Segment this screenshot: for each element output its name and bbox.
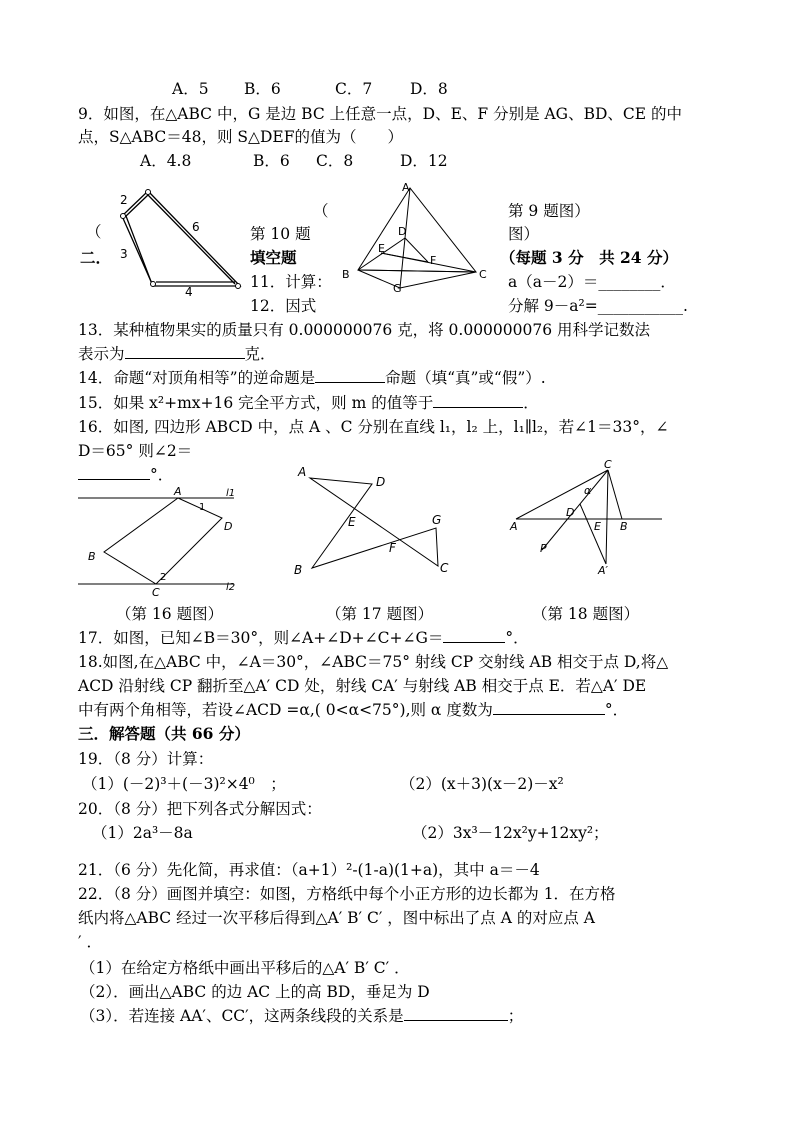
figure-16 <box>74 486 244 598</box>
fig16-label-2: 2 <box>160 572 167 583</box>
fig9-label-F: F <box>430 254 437 267</box>
q18-prefix: 中有两个角相等，若设∠ACD =α,( 0<α<75°),则 α 度数为 <box>78 701 493 719</box>
q17-line <box>78 628 529 648</box>
q9-option-d: D．12 <box>400 152 448 170</box>
section2-score: （每题 3 分 共 24 分） <box>500 248 678 267</box>
q22-answer-blank[interactable] <box>404 1006 508 1021</box>
q18-line2: ACD 沿射线 CP 翻折至△A′ CD 处，射线 CA′ 与射线 AB 相交于点 E．若△A′ DE <box>78 677 647 695</box>
fig16-label-l1: l1 <box>226 488 236 499</box>
fig18-label-A-prime: A′ <box>598 564 609 577</box>
q13-prefix: 表示为 <box>78 345 125 363</box>
q19-part1: （1）(－2)³＋(－3)²×4⁰ ； <box>82 775 286 793</box>
q8-option-c: C．7 <box>335 80 373 98</box>
q21-line: 21．（6 分）先化简，再求值：（a+1）²-(1-a)(1+a)，其中 a＝－4 <box>78 861 540 879</box>
q18-line1: 18.如图,在△ABC 中，∠A＝30°，∠ABC＝75° 射线 CP 交射线 AB 相交于点 D,将△ <box>78 653 669 671</box>
q22-part3 <box>80 1006 523 1026</box>
q9-option-b: B．6 <box>253 152 290 170</box>
fig17-label-C: C <box>440 561 449 575</box>
figure-18 <box>508 458 668 578</box>
fig9-label-B: B <box>342 268 350 281</box>
fig18-label-A: A <box>510 520 518 533</box>
fig9-label-A: A <box>402 181 410 194</box>
fig18-label-D: D <box>566 506 575 519</box>
q14-answer-blank[interactable] <box>315 368 385 383</box>
fig17-label-D: D <box>376 475 386 489</box>
q8-option-b: B．6 <box>244 80 281 98</box>
fig17-label-E: E <box>348 515 356 529</box>
q13-line1: 13．某种植物果实的质量只有 0.000000076 克，将 0.000000076 用科学记数法 <box>78 321 651 339</box>
q17-suffix: °． <box>505 629 529 647</box>
q9-option-c: C．8 <box>316 152 354 170</box>
fig18-label-B: B <box>620 520 628 533</box>
fig10-caption: 第 10 题 <box>250 225 311 243</box>
fig9-label-D: D <box>398 225 407 238</box>
q22-line3: ′ ． <box>78 933 102 951</box>
q11-expression: a（a－2）＝________． <box>508 273 676 291</box>
fig16-caption: （第 16 题图） <box>116 605 224 623</box>
q17-answer-blank[interactable] <box>443 628 505 643</box>
q9-option-a: A．4.8 <box>140 152 192 170</box>
q13-suffix: 克． <box>244 345 276 363</box>
q19-part2: （2）(x＋3)(x－2)－x² <box>400 775 564 793</box>
fig18-label-P: P <box>540 542 547 555</box>
q13-line2 <box>78 344 276 364</box>
fig9-caption-b: 图） <box>508 225 540 243</box>
q22-part3-prefix: （3）．若连接 AA′、CC′，这两条线段的关系是 <box>80 1007 404 1025</box>
fig10-label-6: 6 <box>192 220 200 234</box>
q16-answer-blank[interactable] <box>78 465 150 480</box>
fig10-caption-paren: （ <box>313 202 329 220</box>
figure-10 <box>90 186 250 301</box>
fig18-label-C: C <box>604 458 612 471</box>
fig10-label-3: 3 <box>120 247 128 261</box>
fig10-label-4: 4 <box>185 285 193 299</box>
fig9-label-E: E <box>378 242 385 255</box>
q15-prefix: 15．如果 x²+mx+16 完全平方式，则 m 的值等于 <box>78 394 434 412</box>
q22-line2: 纸内将△ABC 经过一次平移后得到△A′ B′ C′ ，图中标出了点 A 的对应点 A <box>78 909 595 927</box>
q13-answer-blank[interactable] <box>125 344 245 359</box>
fig17-label-G: G <box>432 513 442 527</box>
fig17-caption: （第 17 题图） <box>326 605 434 623</box>
fig9-label-C: C <box>479 268 487 281</box>
fig16-label-l2: l2 <box>226 582 236 593</box>
fig9-label-G: G <box>393 282 402 295</box>
q15-line <box>78 393 539 413</box>
q14-prefix: 14．命题“对顶角相等”的逆命题是 <box>78 369 316 387</box>
fig16-label-D: D <box>224 520 233 533</box>
q8-option-a: A．5 <box>172 80 209 98</box>
fig18-label-E: E <box>594 520 601 533</box>
fig16-label-A: A <box>174 486 182 498</box>
q18-answer-blank[interactable] <box>493 700 605 715</box>
q19-title: 19．（8 分）计算： <box>78 750 214 768</box>
q14-line <box>78 368 546 388</box>
q16-suffix: °． <box>150 466 174 484</box>
q20-part2: （2）3x³－12x²y+12xy²； <box>412 824 609 842</box>
fig17-label-F: F <box>389 541 396 555</box>
fig17-label-A: A <box>298 465 307 479</box>
figure-17 <box>290 462 460 582</box>
q12-expression: 分解 9－a²=___________. <box>508 297 688 315</box>
fig18-caption: （第 18 题图） <box>532 605 640 623</box>
q18-suffix: °． <box>604 701 629 719</box>
q16-line3 <box>78 465 173 485</box>
q8-option-d: D．8 <box>410 80 448 98</box>
fig10-paren: （ <box>86 223 102 241</box>
fig16-label-B: B <box>88 550 96 563</box>
fig17-label-B: B <box>294 563 303 577</box>
figure-9 <box>338 180 498 295</box>
section3-title: 三．解答题（共 66 分） <box>78 724 250 743</box>
q9-line2: 点，S△ABC＝48，则 S△DEF的值为（ ） <box>78 128 403 146</box>
q12-label: 12．因式 <box>250 297 317 315</box>
q22-part2: （2）．画出△ABC 的边 AC 上的高 BD，垂足为 D <box>80 983 430 1001</box>
q17-prefix: 17．如图，已知∠B＝30°，则∠A+∠D+∠C+∠G＝ <box>78 629 444 647</box>
q9-line1: 9．如图，在△ABC 中，G 是边 BC 上任意一点，D、E、F 分别是 AG、BD、CE 的中 <box>78 105 682 123</box>
q15-answer-blank[interactable] <box>433 393 523 408</box>
section2-number: 二． <box>80 248 112 267</box>
fig16-label-1: 1 <box>199 502 206 513</box>
q20-part1: （1）2a³－8a <box>92 824 193 842</box>
q14-suffix: 命题（填“真”或“假”）. <box>385 369 546 387</box>
q22-part1: （1）在给定方格纸中画出平移后的△A′ B′ C′ ． <box>80 959 410 977</box>
fig18-label-alpha: α <box>584 484 592 497</box>
q20-title: 20．（8 分）把下列各式分解因式： <box>78 800 322 818</box>
q15-suffix: ． <box>523 394 539 412</box>
fig16-label-C: C <box>152 586 160 598</box>
q22-part3-suffix: ； <box>507 1007 524 1025</box>
fig9-caption-a: 第 9 题图） <box>508 202 590 220</box>
q16-line2: D＝65° 则∠2＝ <box>78 442 193 460</box>
q11-label: 11．计算： <box>250 273 332 291</box>
q18-line3 <box>78 700 628 720</box>
section2-title: 填空题 <box>250 248 297 267</box>
q22-line1: 22．（8 分）画图并填空：如图，方格纸中每个小正方形的边长都为 1．在方格 <box>78 885 616 903</box>
fig10-label-2: 2 <box>120 193 128 207</box>
q16-line1: 16．如图, 四边形 ABCD 中，点 A 、C 分别在直线 l₁，l₂ 上，l₁∥l₂，若∠1＝33°，∠ <box>78 418 669 436</box>
